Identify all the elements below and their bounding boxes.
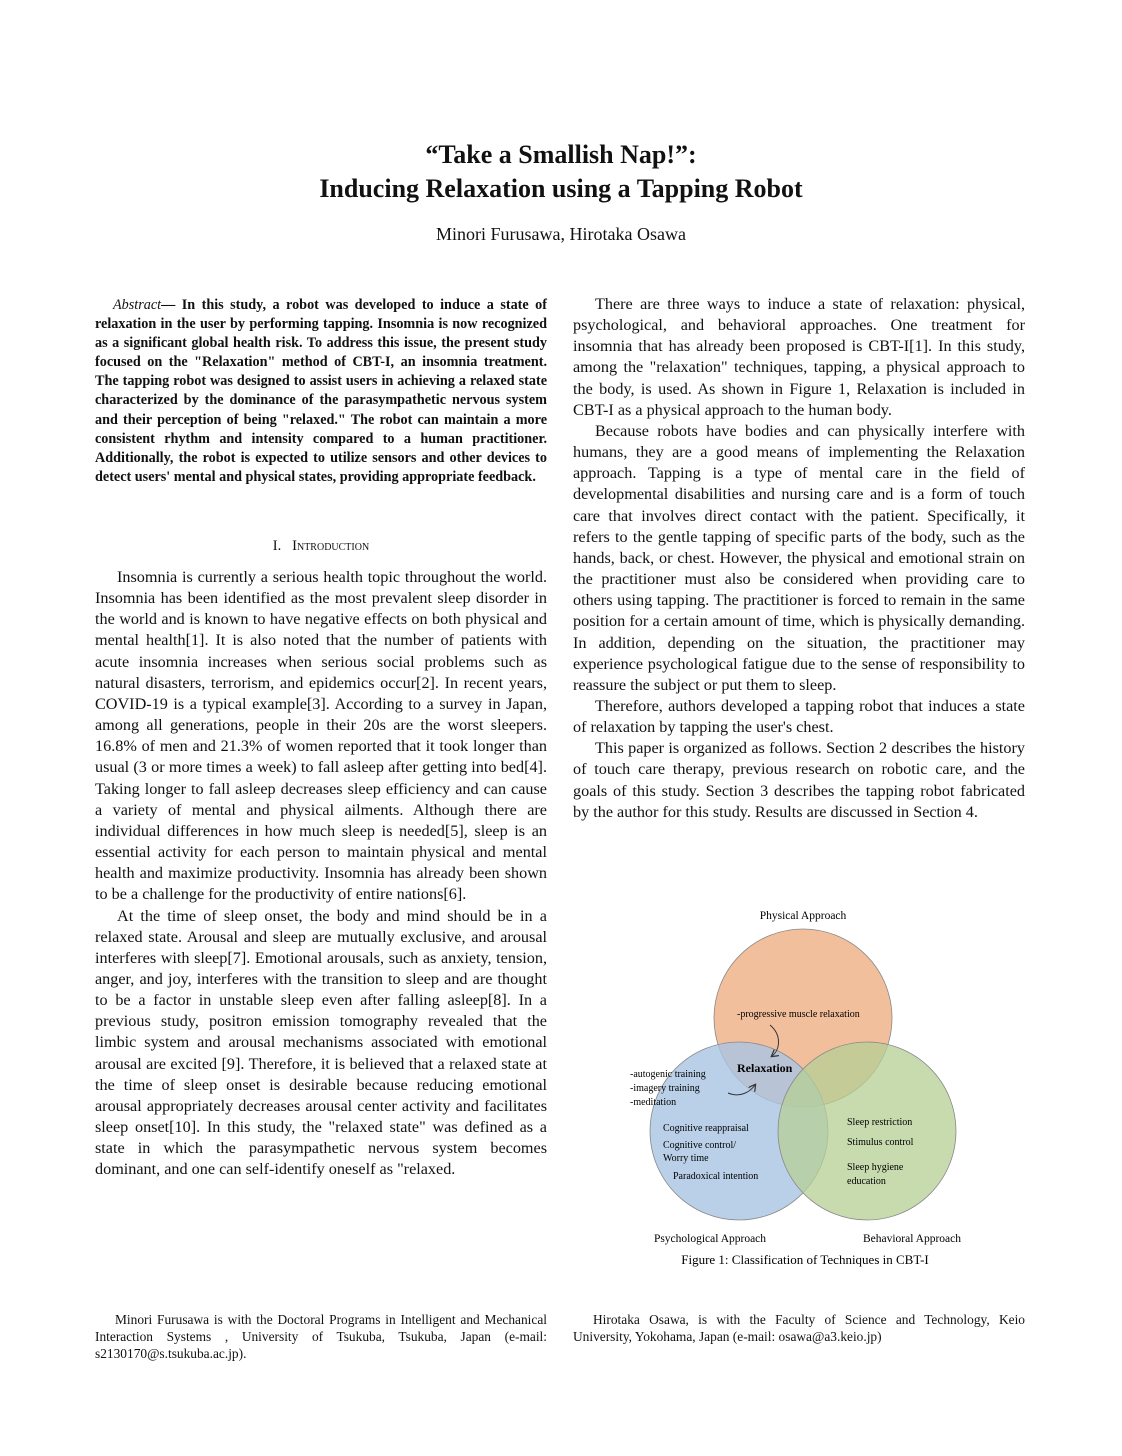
footnote-text: Hirotaka Osawa, is with the Faculty of Science and Technology, Keio University, Yokohama, Japan (e-mail: osawa@a3.keio.jp) <box>573 1312 1025 1344</box>
behav-item: Sleep hygiene <box>847 1162 904 1173</box>
title-line-2: Inducing Relaxation using a Tapping Robot <box>319 174 803 203</box>
psych-item: Cognitive reappraisal <box>663 1123 749 1134</box>
paragraph: Because robots have bodies and can physically interfere with humans, they are a good means of implementing the Relaxation approach. Tapping is a type of mental care in the field of developmental disabilities and nursing care and is a form of touch care that involves direct contact with the patient. Specifically, it refers to the gentle tapping of specific parts of the body, such as the hands, back, or chest. However, the physical and emotional strain on the practitioner must also be considered when providing care to others using tapping. The practitioner is forced to remain in the same position for a certain amount of time, which is physically demanding. In addition, depending on the situation, the practitioner may experience psychological fatigue due to the sense of responsibility to reassure the subject or put them to sleep. <box>573 421 1025 694</box>
figure-venn-diagram <box>600 900 980 1280</box>
paragraph: This paper is organized as follows. Section 2 describes the history of touch care therapy, previous research on robotic care, and the goals of this study. Section 3 describes the tapping robot fabricated by the author for this study. Results are discussed in Section 4. <box>573 739 1025 821</box>
authors: Minori Furusawa, Hirotaka Osawa <box>436 224 686 244</box>
psych-relax-item: -meditation <box>630 1097 677 1108</box>
behavioral-circle <box>778 1042 956 1220</box>
abstract-dash: — <box>161 297 176 313</box>
introduction-right-column <box>573 294 1025 823</box>
footnote-left <box>95 1311 547 1362</box>
section-number: I. <box>272 538 282 554</box>
behav-item: Sleep restriction <box>847 1117 913 1128</box>
physical-item: -progressive muscle relaxation <box>737 1009 860 1020</box>
psych-item: Cognitive control/ <box>663 1140 737 1151</box>
psychological-approach-label: Psychological Approach <box>653 1233 767 1245</box>
figure-caption: Figure 1: Classification of Techniques in CBT-I <box>681 1252 929 1267</box>
psych-item: Worry time <box>663 1153 709 1164</box>
physical-approach-label: Physical Approach <box>759 910 847 922</box>
paper-title <box>0 138 1122 206</box>
psych-relax-item: -autogenic training <box>630 1069 706 1080</box>
footnote-text: Minori Furusawa is with the Doctoral Programs in Intelligent and Mechanical Interaction Systems , University of Tsukuba, Tsukuba, Japan (e-mail: s2130170@s.tsukuba.ac.jp). <box>95 1312 547 1361</box>
venn-diagram <box>600 900 980 1280</box>
section-heading <box>95 538 547 555</box>
relaxation-label: Relaxation <box>737 1061 793 1075</box>
footnote-right <box>573 1311 1025 1345</box>
section-title: Introduction <box>292 538 370 554</box>
behav-item: Stimulus control <box>847 1137 914 1148</box>
paragraph: Insomnia is currently a serious health topic throughout the world. Insomnia has been identified as the most prevalent sleep disorder in the world and is known to have negative effects on both physical and mental health[1]. It is also noted that the number of patients with acute insomnia increases when serious social problems such as natural disasters, terrorism, and epidemics occur[2]. In recent years, COVID-19 is a typical example[3]. According to a survey in Japan, among all generations, people in their 20s are the worst sleepers. 16.8% of men and 21.3% of women reported that it took longer than usual (3 or more times a week) to fall asleep after getting into bed[4]. Taking longer to fall asleep decreases sleep efficiency and can cause a variety of mental and physical ailments. Although there are individual differences in how much sleep is needed[5], sleep is an essential activity for each person to maintain physical and mental health and maximize productivity. Insomnia has already been shown to be a challenge for the productivity of entire nations[6]. <box>95 568 547 904</box>
abstract <box>95 296 547 487</box>
introduction-left-column <box>95 567 547 1181</box>
abstract-text: In this study, a robot was developed to induce a state of relaxation in the user by performing tapping. Insomnia is now recognized as a significant global health risk. To address this issue, the present study focused on the "Relaxation" method of CBT-I, an insomnia treatment. The tapping robot was designed to assist users in achieving a relaxed state characterized by the dominance of the parasympathetic nervous system and their perception of being "relaxed." The robot can maintain a more consistent rhythm and intensity compared to a human practitioner. Additionally, the robot is expected to utilize sensors and other devices to detect users' mental and physical states, providing appropriate feedback. <box>95 297 547 485</box>
psych-item: Paradoxical intention <box>673 1171 759 1182</box>
paragraph: Therefore, authors developed a tapping robot that induces a state of relaxation by tapping the user's chest. <box>573 696 1025 737</box>
abstract-label: Abstract <box>113 297 162 313</box>
paragraph: At the time of sleep onset, the body and mind should be in a relaxed state. Arousal and sleep are mutually exclusive, and arousal interferes with sleep[7]. Emotional arousals, such as anxiety, tension, anger, and joy, interferes with the transition to sleep and are thought to be a factor in unstable sleep even after falling asleep[8]. In a previous study, positron emission tomography revealed that the limbic system and arousal mechanisms associated with emotional arousal are excited [9]. Therefore, it is believed that a relaxed state at the time of sleep onset is desirable because reducing emotional arousal appropriately decreases arousal center activity and facilitates sleep onset[10]. In this study, the "relaxed state" was defined as a state in which the parasympathetic nervous system becomes dominant, and one can self-identify oneself as "relaxed. <box>95 906 547 1179</box>
behavioral-approach-label: Behavioral Approach <box>862 1233 962 1245</box>
psych-relax-item: -imagery training <box>630 1083 700 1094</box>
behav-item: education <box>847 1176 886 1187</box>
paragraph: There are three ways to induce a state of relaxation: physical, psychological, and behavioral approaches. One treatment for insomnia that has already been proposed is CBT-I[1]. In this study, among the "relaxation" techniques, tapping, a physical approach to the body, is used. As shown in Figure 1, Relaxation is included in CBT-I as a physical approach to the human body. <box>573 295 1025 419</box>
title-line-1: “Take a Smallish Nap!”: <box>425 140 697 169</box>
